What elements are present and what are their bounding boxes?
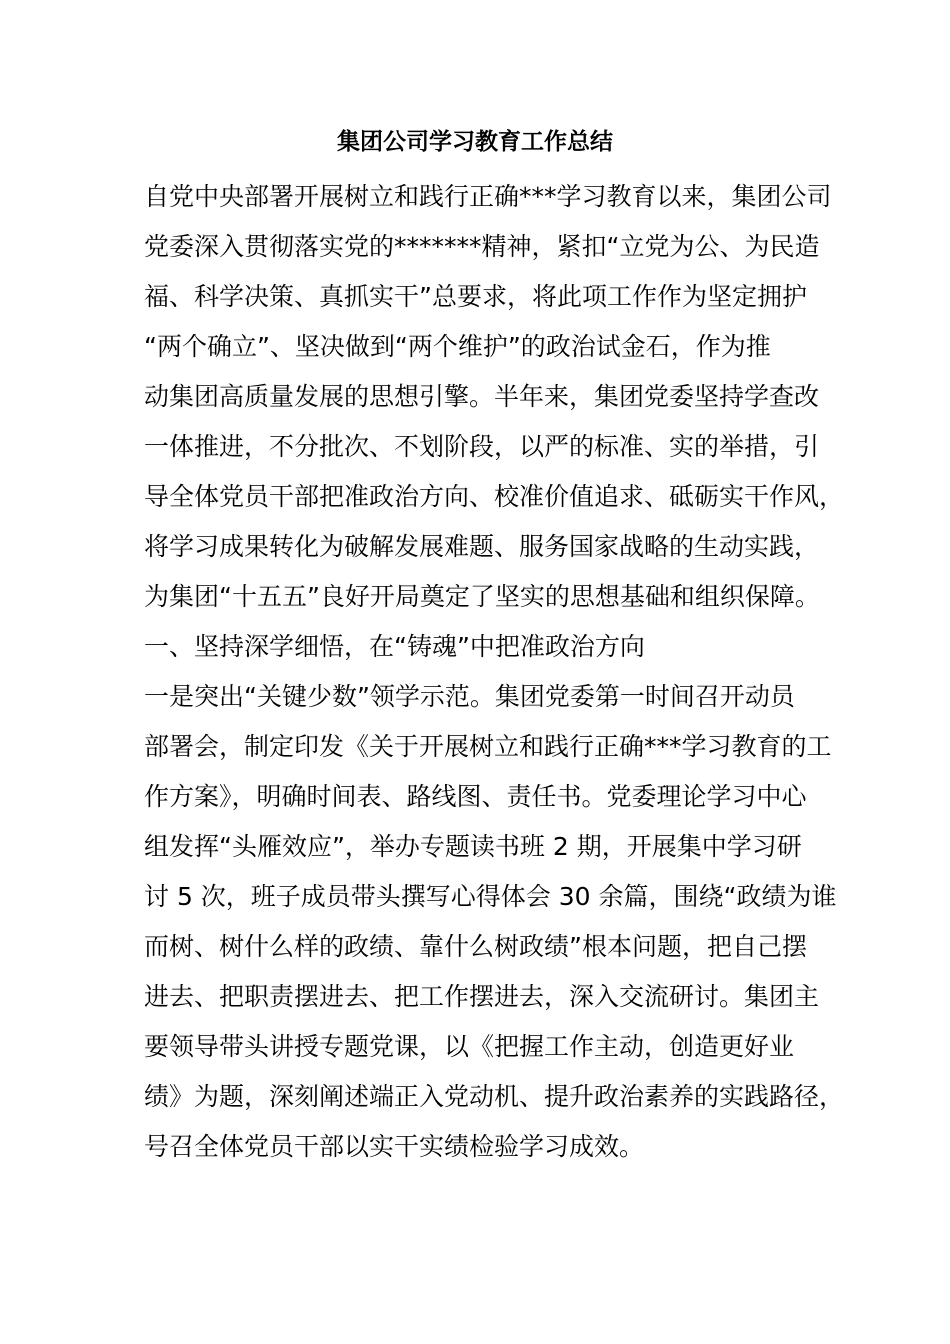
paragraph-line: 作方案》，明确时间表、路线图、责任书。党委理论学习中心 (144, 782, 807, 811)
paragraph-line: 动集团高质量发展的思想引擎。半年来，集团党委坚持学查改 (144, 382, 820, 411)
paragraph-line: 党委深入贯彻落实党的*******精神，紧扣“立党为公、为民造 (144, 232, 820, 261)
paragraph-line: 福、科学决策、真抓实干”总要求，将此项工作作为坚定拥护 (144, 282, 807, 311)
paragraph-line: 为集团“十五五”良好开局奠定了坚实的思想基础和组织保障。 (144, 582, 820, 611)
paragraph-line: 部署会，制定印发《关于开展树立和践行正确***学习教育的工 (144, 732, 832, 761)
document-body (144, 172, 845, 1172)
paragraph-line: 一体推进，不分批次、不划阶段，以严的标准、实的举措，引 (144, 432, 820, 461)
paragraph-line: 绩》为题，深刻阐述端正入党动机、提升政治素养的实践路径， (144, 1082, 845, 1111)
paragraph-line: 要领导带头讲授专题党课，以《把握工作主动，创造更好业 (144, 1032, 795, 1061)
paragraph-line: 自党中央部署开展树立和践行正确***学习教育以来，集团公司 (144, 182, 832, 211)
paragraph-line: 号召全体党员干部以实干实绩检验学习成效。 (144, 1132, 645, 1161)
paragraph-line: 讨 5 次，班子成员带头撰写心得体会 30 余篇，围绕“政绩为谁 (144, 882, 837, 911)
paragraph-line: 将学习成果转化为破解发展难题、服务国家战略的生动实践， (144, 532, 820, 561)
paragraph-line: 组发挥“头雁效应”，举办专题读书班 2 期，开展集中学习研 (144, 832, 802, 861)
paragraph-line: 而树、树什么样的政绩、靠什么树政绩”根本问题，把自己摆 (144, 932, 807, 961)
intro-paragraph (144, 172, 845, 622)
document-title: 集团公司学习教育工作总结 (337, 129, 613, 155)
paragraph-line: “两个确立”、坚决做到“两个维护”的政治试金石，作为推 (144, 332, 771, 361)
paragraph-line: 一是突出“关键少数”领学示范。集团党委第一时间召开动员 (144, 682, 795, 711)
section-heading: 一、坚持深学细悟，在“铸魂”中把准政治方向 (144, 632, 645, 661)
paragraph-line: 进去、把职责摆进去、把工作摆进去，深入交流研讨。集团主 (144, 982, 820, 1011)
paragraph-line: 导全体党员干部把准政治方向、校准价值追求、砥砺实干作风， (144, 482, 845, 511)
section-paragraph (144, 672, 845, 1172)
